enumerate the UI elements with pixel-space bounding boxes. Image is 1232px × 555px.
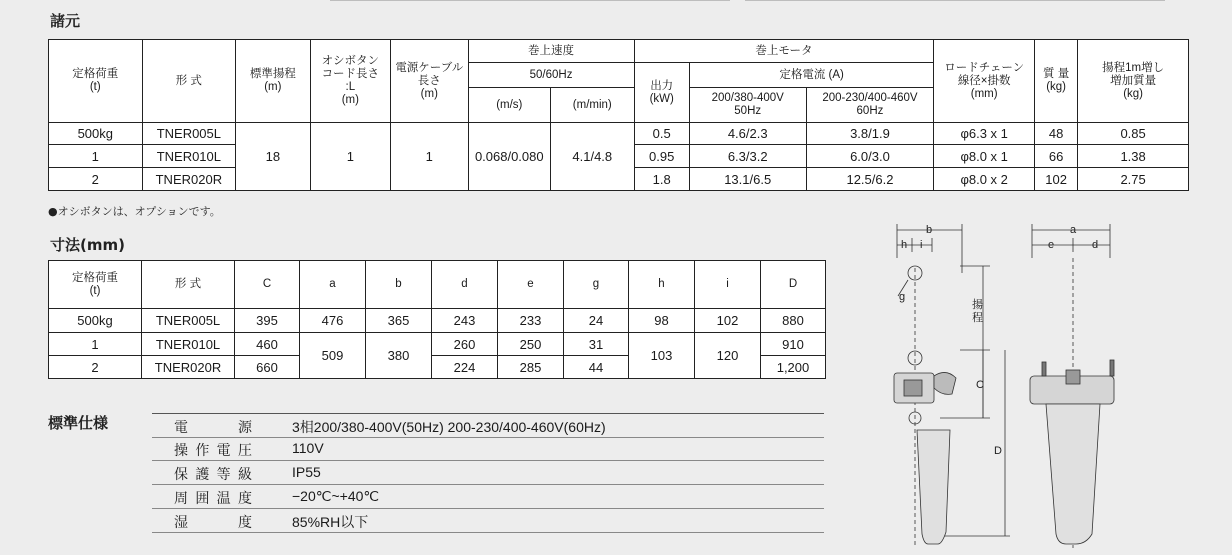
dim-cell-a: 476 [300, 309, 366, 333]
hdr-mass: 質 量 (kg) [1034, 40, 1077, 123]
std-spec-label: 電源 [174, 420, 252, 436]
cell-output: 0.95 [634, 145, 689, 168]
cell-current-b: 3.8/1.9 [806, 123, 934, 145]
cell-mass: 102 [1034, 168, 1077, 191]
dim-cell-model: TNER005L [142, 309, 235, 333]
cell-chain: φ8.0 x 2 [934, 168, 1035, 191]
dim-hdr-g: g [564, 261, 629, 309]
dim-hdr-a: a [300, 261, 366, 309]
std-spec-value: IP55 [292, 464, 321, 480]
std-spec-row [152, 413, 824, 438]
top-rule-left [330, 0, 730, 1]
dim-cell-b: 380 [366, 333, 432, 379]
dim-hdr-i: i [695, 261, 761, 309]
dim-cell-model: TNER020R [142, 356, 235, 379]
cell-current-a: 4.6/2.3 [689, 123, 806, 145]
dim-cell-model: TNER010L [142, 333, 235, 356]
dim-label-a: a [1070, 224, 1077, 236]
top-rule-right [745, 0, 1165, 1]
hdr-rated-load: 定格荷重 (t) [49, 40, 143, 123]
cell-load: 2 [49, 168, 143, 191]
dim-label-lift-1: 揚 [972, 299, 983, 311]
cell-chain: φ8.0 x 1 [934, 145, 1035, 168]
dim-cell-d: 224 [432, 356, 498, 379]
table-row [49, 333, 826, 356]
cell-extra: 1.38 [1078, 145, 1189, 168]
hdr-std-lift: 標準揚程 (m) [236, 40, 310, 123]
hdr-current-b: 200-230/400-460V 60Hz [806, 88, 934, 123]
std-spec-label: 湿度 [174, 515, 252, 531]
cell-chain: φ6.3 x 1 [934, 123, 1035, 145]
hdr-lift-speed: 巻上速度 [468, 40, 634, 63]
cell-extra: 2.75 [1078, 168, 1189, 191]
hoist-dimension-drawing [880, 218, 1140, 555]
dim-label-lift-2: 程 [972, 312, 983, 324]
std-spec-value: 110V [292, 440, 324, 456]
hdr-freq: 50/60Hz [468, 63, 634, 88]
dim-cell-e: 285 [498, 356, 564, 379]
hdr-motor: 巻上モータ [634, 40, 934, 63]
dimension-section-title: 寸法(mm) [50, 236, 125, 254]
hdr-rated-current: 定格電流 (A) [689, 63, 934, 88]
dim-cell-a: 509 [300, 333, 366, 379]
dim-cell-D: 910 [761, 333, 826, 356]
hdr-current-a: 200/380-400V 50Hz [689, 88, 806, 123]
cell-pendant: 1 [310, 123, 390, 191]
dim-label-D: D [994, 445, 1002, 457]
pendant-option-note: ●オシボタンは、オプションです。 [48, 205, 221, 218]
cell-output: 0.5 [634, 123, 689, 145]
dim-hdr-C: C [235, 261, 300, 309]
spec-table [48, 39, 1189, 191]
dim-cell-load: 1 [49, 333, 142, 356]
cell-cable: 1 [391, 123, 468, 191]
dim-cell-load: 2 [49, 356, 142, 379]
dim-cell-d: 243 [432, 309, 498, 333]
dim-hdr-D: D [761, 261, 826, 309]
std-spec-value: −20℃~+40℃ [292, 488, 380, 504]
dim-hdr-d: d [432, 261, 498, 309]
cell-load: 500kg [49, 123, 143, 145]
cell-speed-ms: 0.068/0.080 [468, 123, 551, 191]
standard-spec-section-title: 標準仕様 [48, 414, 109, 432]
hdr-speed-mmin: (m/min) [551, 88, 635, 123]
std-spec-row [152, 485, 824, 509]
dim-label-b: b [926, 224, 933, 236]
std-spec-row [152, 509, 824, 533]
std-spec-row [152, 461, 824, 485]
dim-cell-d: 260 [432, 333, 498, 356]
dim-label-i: i [920, 239, 923, 251]
dim-cell-e: 250 [498, 333, 564, 356]
dim-cell-h: 103 [629, 333, 695, 379]
cell-model: TNER020R [142, 168, 236, 191]
spec-section-title: 諸元 [50, 12, 81, 30]
std-spec-row [152, 437, 824, 461]
hdr-chain: ロードチェーン 線径×掛数 (mm) [934, 40, 1035, 123]
hdr-model: 形 式 [142, 40, 236, 123]
cell-output: 1.8 [634, 168, 689, 191]
dimension-table [48, 260, 826, 379]
cell-current-a: 13.1/6.5 [689, 168, 806, 191]
dim-cell-C: 660 [235, 356, 300, 379]
cell-current-a: 6.3/3.2 [689, 145, 806, 168]
table-row [49, 309, 826, 333]
dim-cell-e: 233 [498, 309, 564, 333]
dim-label-e: e [1048, 239, 1055, 251]
dim-cell-i: 102 [695, 309, 761, 333]
hdr-speed-ms: (m/s) [468, 88, 551, 123]
dim-hdr-load: 定格荷重 (t) [49, 261, 142, 309]
cell-load: 1 [49, 145, 143, 168]
dim-cell-D: 880 [761, 309, 826, 333]
cell-mass: 66 [1034, 145, 1077, 168]
dim-label-g: g [899, 291, 906, 303]
dim-hdr-b: b [366, 261, 432, 309]
hdr-output: 出力 (kW) [634, 63, 689, 123]
dim-cell-b: 365 [366, 309, 432, 333]
cell-speed-mmin: 4.1/4.8 [551, 123, 635, 191]
std-spec-label: 周囲温度 [174, 491, 252, 507]
dim-hdr-h: h [629, 261, 695, 309]
dim-cell-g: 31 [564, 333, 629, 356]
cell-current-b: 6.0/3.0 [806, 145, 934, 168]
cell-mass: 48 [1034, 123, 1077, 145]
dim-cell-C: 460 [235, 333, 300, 356]
dim-hdr-model: 形 式 [142, 261, 235, 309]
cell-current-b: 12.5/6.2 [806, 168, 934, 191]
dim-hdr-e: e [498, 261, 564, 309]
std-spec-label: 操作電圧 [174, 443, 252, 459]
dim-label-d: d [1092, 239, 1099, 251]
cell-lift: 18 [236, 123, 310, 191]
dim-cell-D: 1,200 [761, 356, 826, 379]
std-spec-value: 85%RH以下 [292, 514, 369, 530]
dim-label-C: C [976, 379, 984, 391]
hdr-extra-mass: 揚程1m増し 増加質量 (kg) [1078, 40, 1189, 123]
dim-cell-i: 120 [695, 333, 761, 379]
dim-cell-C: 395 [235, 309, 300, 333]
cell-model: TNER010L [142, 145, 236, 168]
table-row [49, 123, 1189, 145]
std-spec-value: 3相200/380-400V(50Hz) 200-230/400-460V(60Hz) [292, 419, 606, 435]
std-spec-label: 保護等級 [174, 467, 252, 483]
cell-model: TNER005L [142, 123, 236, 145]
hdr-cable: 電源ケーブル 長さ (m) [391, 40, 468, 123]
hdr-pendant: オシボタン コード長さ :L (m) [310, 40, 390, 123]
dim-cell-g: 44 [564, 356, 629, 379]
dim-cell-h: 98 [629, 309, 695, 333]
dim-label-h: h [901, 239, 908, 251]
dim-cell-load: 500kg [49, 309, 142, 333]
dim-cell-g: 24 [564, 309, 629, 333]
cell-extra: 0.85 [1078, 123, 1189, 145]
